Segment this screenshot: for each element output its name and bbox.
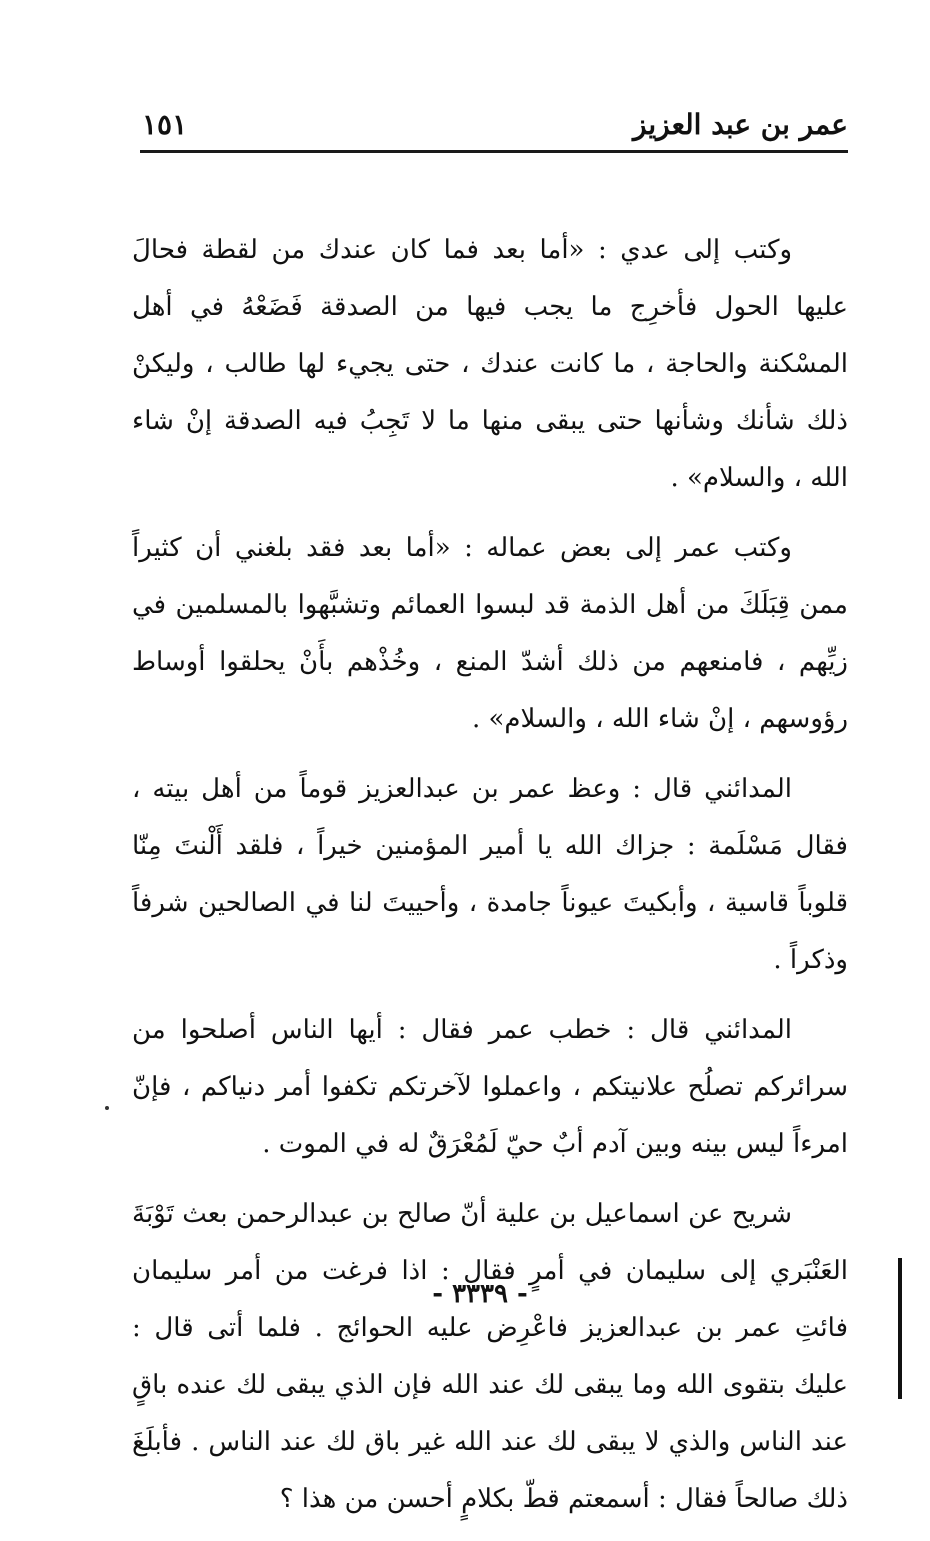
scan-edge-line: [898, 1258, 902, 1399]
page-number: ١٥١: [142, 108, 188, 141]
body-text: [132, 222, 848, 1541]
scan-speck: [105, 1106, 109, 1110]
page-header: [140, 96, 848, 152]
header-divider: [140, 150, 848, 153]
footer-page-marker: - ٣٣٣٩ -: [432, 1279, 528, 1309]
paragraph-letter-to-governors: وكتب عمر إلى بعض عماله : «أما بعد فقد بلغني أن كثيراً ممن قِبَلَكَ من أهل الذمة قد لبسوا العمائم وتشبَّهوا بالمسلمين في زيِّهم ، فامنعهم من ذلك أشدّ المنع ، وخُذْهم بأَنْ يحلقوا أوساط رؤوسهم ، إنْ شاء الله ، والسلام» .: [132, 533, 848, 734]
paragraph-madaini-sermon: المدائني قال : وعظ عمر بن عبدالعزيز قوماً من أهل بيته ، فقال مَسْلَمة : جزاك الله يا أمير المؤمنين خيراً ، فلقد أَلْنتَ مِنّا قلوباً قاسية ، وأبكيتَ عيوناً جامدة ، وأحييتَ لنا في الصالحين شرفاً وذكراً .: [132, 774, 848, 975]
running-title: عمر بن عبد العزيز: [632, 108, 848, 141]
paragraph-letter-to-adi: وكتب إلى عدي : «أما بعد فما كان عندك من لقطة فحالَ عليها الحول فأخرِج ما يجب فيها من الصدقة فَضَعْهُ في أهل المسْكنة والحاجة ، ما كانت عندك ، حتى يجيء لها طالب ، وليكنْ ذلك شأنك وشأنها حتى يبقى منها ما لا تَجِبُ فيه الصدقة إنْ شاء الله ، والسلام» .: [132, 235, 848, 493]
paragraph-shurayh-narration: شريح عن اسماعيل بن علية أنّ صالح بن عبدالرحمن بعث تَوْبَةَ العَنْبَري إلى سليمان في أمرٍ فقال : اذا فرغت من أمر سليمان فائتِ عمر بن عبدالعزيز فاعْرِض عليه الحوائج . فلما أتى قال : عليك بتقوى الله وما يبقى لك عند الله فإن الذي يبقى لك عنده باقٍ عند الناس والذي لا يبقى لك عند الله غير باق لك عند الناس . فأبلَغَ ذلك صالحاً فقال : أسمعتم قطّ بكلامٍ أحسن من هذا ؟: [132, 1199, 849, 1514]
paragraph-madaini-speech: المدائني قال : خطب عمر فقال : أيها الناس أصلحوا من سرائركم تصلُح علانيتكم ، واعملوا لآخرتكم تكفوا أمر دنياكم ، فإنّ امرءاً ليس بينه وبين آدم أبٌ حيّ لَمُعْرَقٌ له في الموت .: [132, 1015, 848, 1159]
